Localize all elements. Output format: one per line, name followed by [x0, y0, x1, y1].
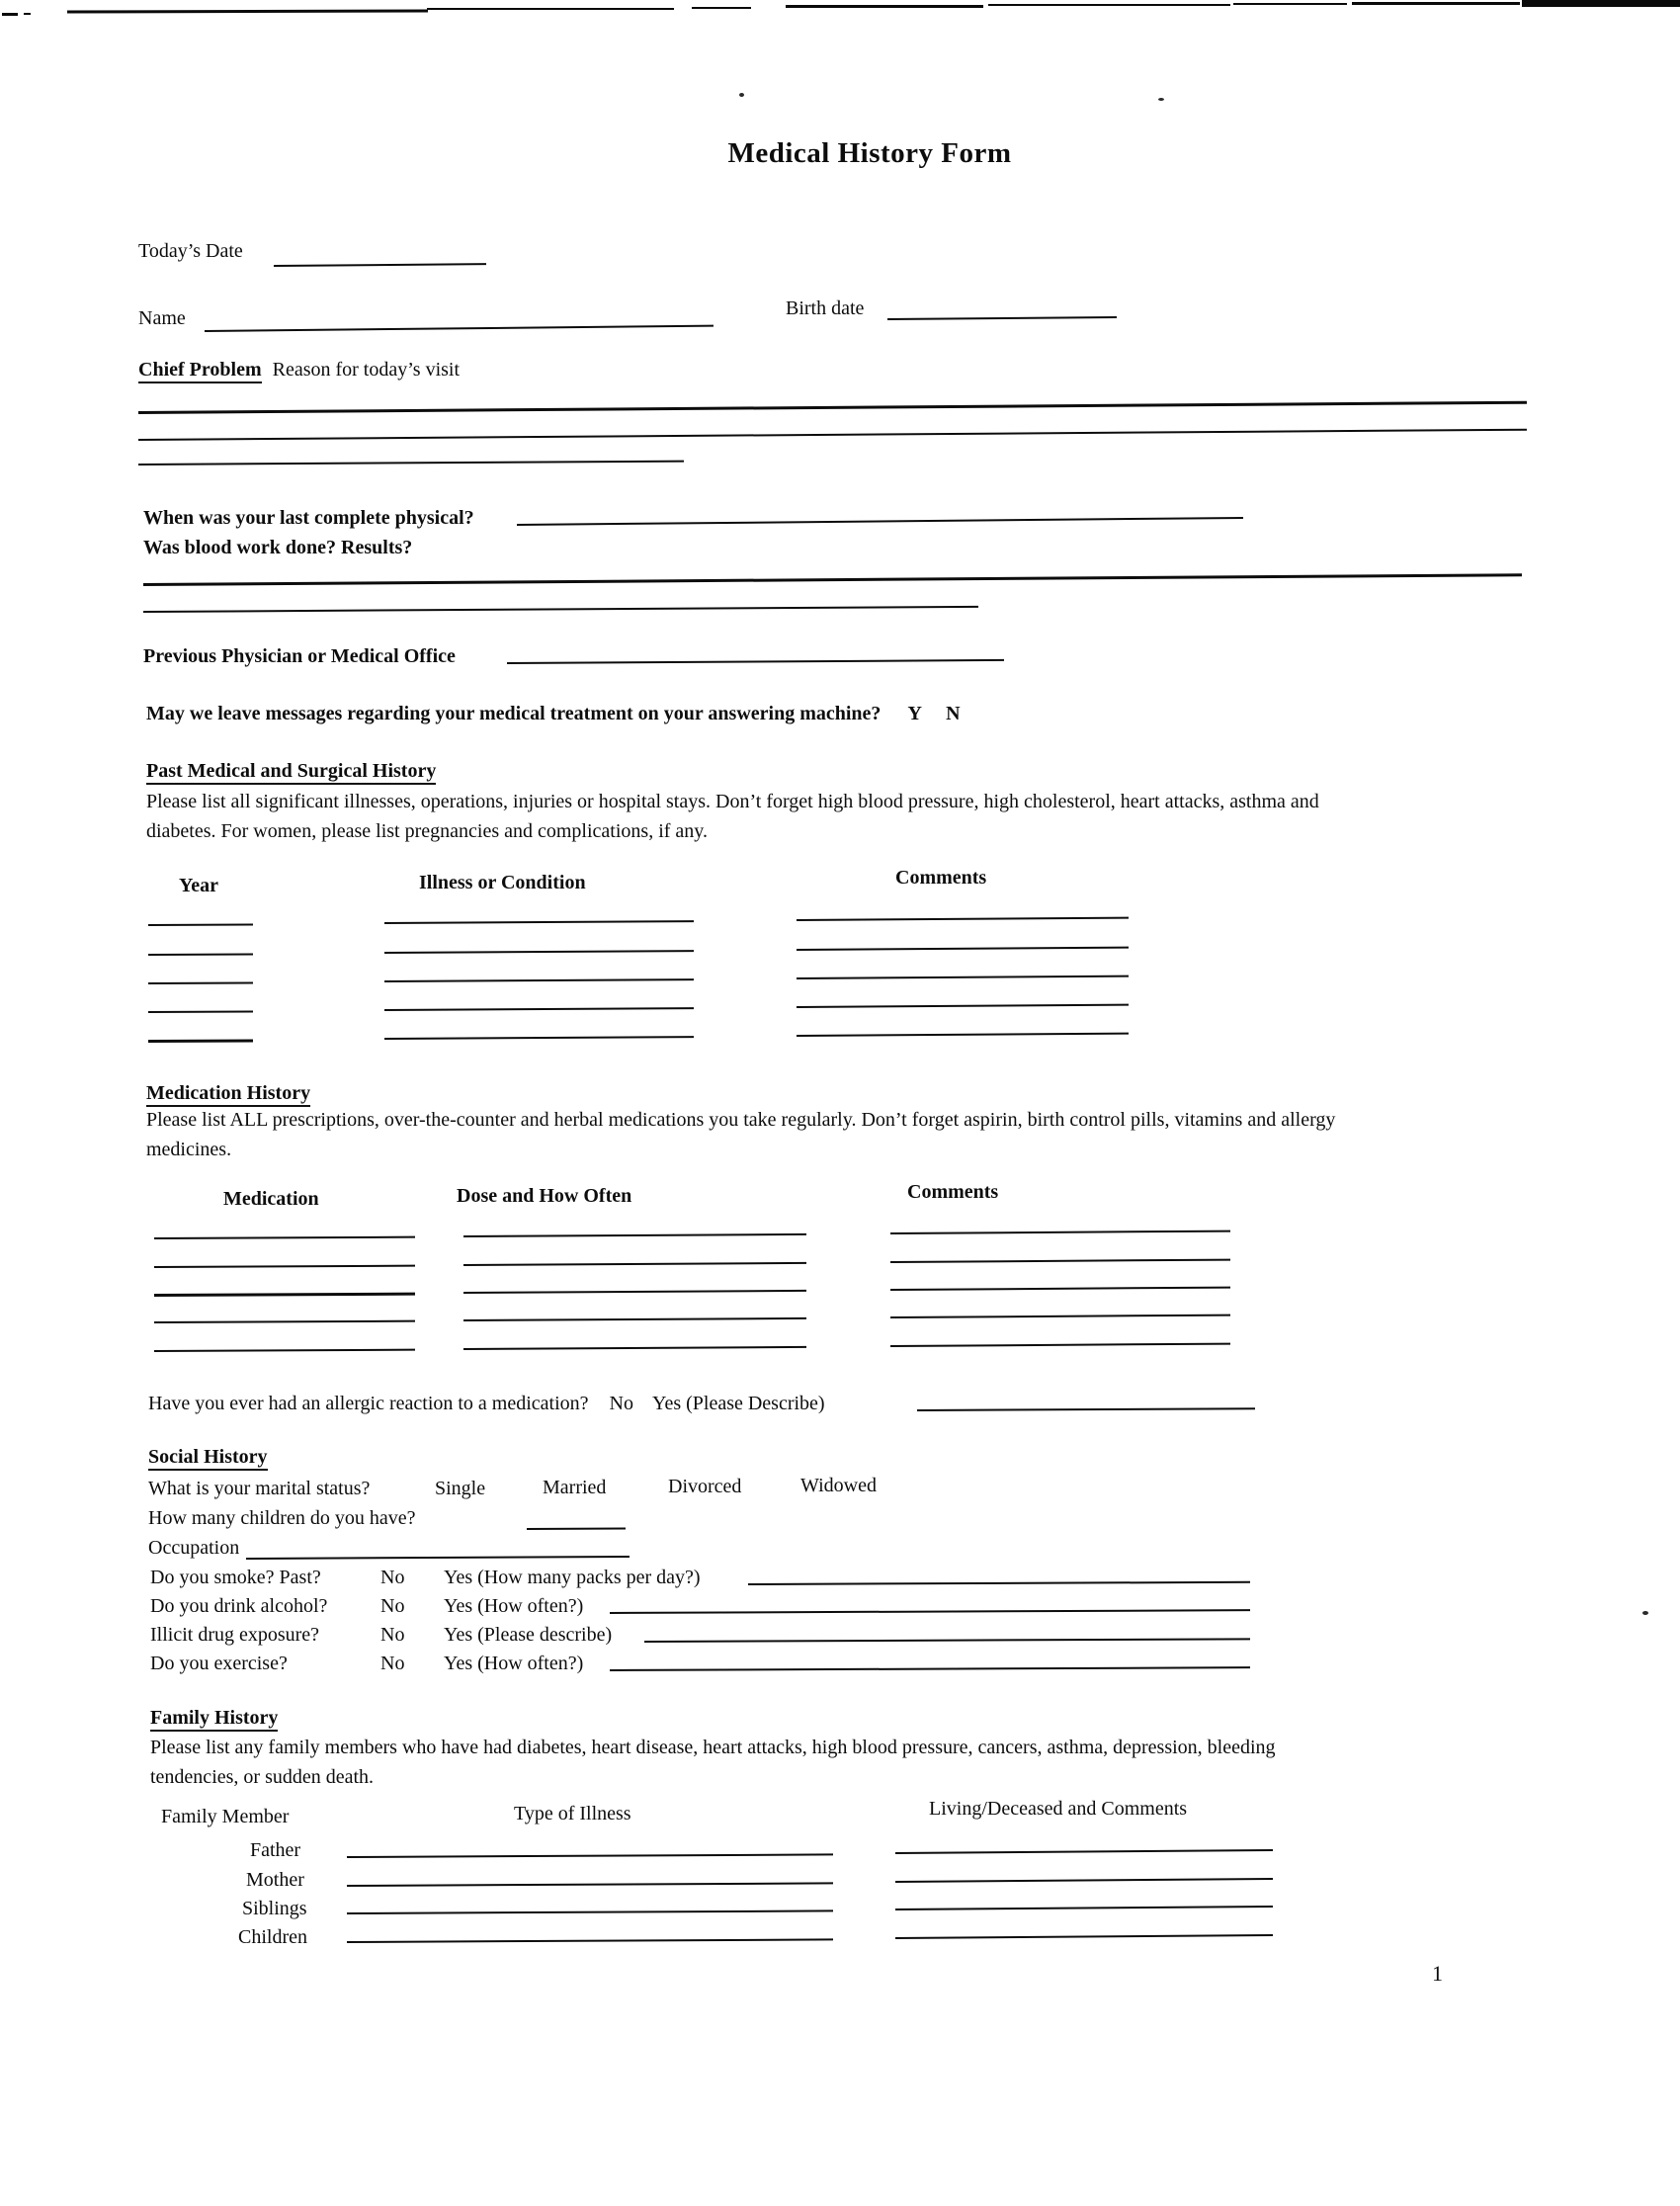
- birth-date-label: Birth date: [786, 297, 865, 319]
- past-row1-illness-line[interactable]: [384, 920, 694, 924]
- scan-artifact-dot: [1642, 1611, 1648, 1615]
- marital-option-single[interactable]: Single: [435, 1478, 486, 1499]
- scan-artifact-line: [2, 13, 18, 16]
- chief-problem-line-3[interactable]: [138, 461, 684, 466]
- exercise-question: Do you exercise?: [150, 1653, 288, 1674]
- smoke-question: Do you smoke? Past?: [150, 1567, 321, 1588]
- med-row5-medication-line[interactable]: [154, 1349, 415, 1352]
- family-col-living: Living/Deceased and Comments: [929, 1798, 1188, 1820]
- alcohol-line[interactable]: [610, 1609, 1250, 1614]
- medication-heading-text: Medication History: [146, 1082, 310, 1107]
- drug-option-no[interactable]: No: [380, 1624, 405, 1646]
- past-medical-desc-1: Please list all significant illnesses, operations, injuries or hospital stays. Don’t forget high blood pressure, high cholesterol, heart attacks, asthma and: [146, 791, 1319, 812]
- chief-problem-line-2[interactable]: [138, 429, 1527, 441]
- messages-option-no[interactable]: N: [946, 703, 961, 724]
- med-row2-medication-line[interactable]: [154, 1265, 415, 1268]
- med-row1-comments-line[interactable]: [890, 1230, 1230, 1234]
- family-heading-text: Family History: [150, 1707, 278, 1732]
- past-row2-illness-line[interactable]: [384, 950, 694, 954]
- med-row1-dose-line[interactable]: [463, 1233, 806, 1237]
- children-comments-line[interactable]: [895, 1934, 1273, 1939]
- previous-physician-line[interactable]: [507, 659, 1004, 664]
- allergy-option-yes[interactable]: Yes (Please Describe): [652, 1393, 825, 1414]
- med-col-dose: Dose and How Often: [457, 1185, 632, 1207]
- past-row2-year-line[interactable]: [148, 953, 253, 956]
- smoke-option-yes[interactable]: Yes (How many packs per day?): [444, 1567, 701, 1588]
- med-row1-medication-line[interactable]: [154, 1236, 415, 1239]
- med-row3-medication-line[interactable]: [154, 1293, 415, 1297]
- allergy-question: Have you ever had an allergic reaction to a medication?: [148, 1393, 589, 1414]
- past-medical-heading-text: Past Medical and Surgical History: [146, 760, 436, 785]
- past-row1-comments-line[interactable]: [797, 917, 1129, 921]
- alcohol-option-no[interactable]: No: [380, 1595, 405, 1617]
- chief-problem-rest: Reason for today’s visit: [272, 359, 461, 381]
- exercise-option-no[interactable]: No: [380, 1653, 405, 1674]
- alcohol-option-yes[interactable]: Yes (How often?): [444, 1595, 584, 1617]
- scan-artifact-dot: [1158, 98, 1164, 101]
- past-col-illness: Illness or Condition: [419, 872, 586, 893]
- scan-artifact-line: [786, 5, 983, 8]
- children-line[interactable]: [527, 1527, 626, 1530]
- scan-artifact-line: [1522, 0, 1680, 7]
- blood-work-line-1[interactable]: [143, 573, 1522, 586]
- scan-artifact-line: [67, 10, 428, 14]
- scan-artifact-line: [692, 7, 751, 9]
- past-row1-year-line[interactable]: [148, 923, 253, 926]
- marital-option-divorced[interactable]: Divorced: [668, 1476, 742, 1497]
- chief-problem-row: [138, 358, 460, 382]
- chief-problem-line-1[interactable]: [138, 401, 1527, 414]
- scan-artifact-line: [24, 13, 31, 15]
- children-illness-line[interactable]: [347, 1938, 833, 1943]
- med-row5-dose-line[interactable]: [463, 1346, 806, 1350]
- past-medical-heading: [146, 759, 436, 783]
- scan-artifact-line: [427, 8, 674, 10]
- past-col-year: Year: [179, 875, 218, 896]
- past-row5-comments-line[interactable]: [797, 1033, 1129, 1037]
- past-row3-illness-line[interactable]: [384, 978, 694, 982]
- family-col-illness: Type of Illness: [514, 1803, 631, 1824]
- med-col-medication: Medication: [223, 1188, 319, 1210]
- drug-option-yes[interactable]: Yes (Please describe): [444, 1624, 613, 1646]
- previous-physician-label: Previous Physician or Medical Office: [143, 645, 456, 667]
- allergy-option-no[interactable]: No: [609, 1393, 633, 1414]
- past-row4-year-line[interactable]: [148, 1010, 253, 1013]
- chief-problem-label: Chief Problem: [138, 359, 262, 383]
- messages-option-yes[interactable]: Y: [907, 703, 922, 724]
- name-label: Name: [138, 307, 186, 329]
- scan-artifact-line: [988, 4, 1230, 6]
- messages-question: May we leave messages regarding your medical treatment on your answering machine?: [146, 703, 882, 724]
- past-row5-illness-line[interactable]: [384, 1036, 694, 1040]
- med-row4-comments-line[interactable]: [890, 1315, 1230, 1318]
- birth-date-line[interactable]: [887, 316, 1117, 320]
- blood-work-line-2[interactable]: [143, 606, 978, 613]
- past-row2-comments-line[interactable]: [797, 947, 1129, 951]
- medication-heading: [146, 1081, 310, 1105]
- drug-line[interactable]: [644, 1638, 1250, 1643]
- occupation-line[interactable]: [246, 1556, 630, 1560]
- last-physical-line[interactable]: [517, 517, 1243, 526]
- med-row4-medication-line[interactable]: [154, 1320, 415, 1323]
- siblings-comments-line[interactable]: [895, 1906, 1273, 1910]
- past-row3-year-line[interactable]: [148, 981, 253, 984]
- page-title: Medical History Form: [727, 137, 1012, 169]
- occupation-label: Occupation: [148, 1537, 240, 1559]
- past-row5-year-line[interactable]: [148, 1039, 253, 1043]
- family-desc-2: tendencies, or sudden death.: [150, 1766, 375, 1788]
- messages-question-row: [146, 702, 961, 725]
- med-row2-comments-line[interactable]: [890, 1259, 1230, 1263]
- page-number: 1: [1432, 1961, 1443, 1986]
- exercise-option-yes[interactable]: Yes (How often?): [444, 1653, 584, 1674]
- marital-question: What is your marital status?: [148, 1478, 371, 1499]
- family-desc-1: Please list any family members who have had diabetes, heart disease, heart attacks, high blood pressure, cancers, asthma, depression, bleeding: [150, 1737, 1276, 1758]
- allergy-describe-line[interactable]: [917, 1407, 1255, 1411]
- medication-desc-1: Please list ALL prescriptions, over-the-counter and herbal medications you take regularly. Don’t forget aspirin, birth control pills, vitamins and allergy: [146, 1109, 1336, 1131]
- smoke-option-no[interactable]: No: [380, 1567, 405, 1588]
- past-row3-comments-line[interactable]: [797, 976, 1129, 979]
- blood-work-label: Was blood work done? Results?: [143, 537, 413, 558]
- drug-question: Illicit drug exposure?: [150, 1624, 320, 1646]
- past-medical-desc-2: diabetes. For women, please list pregnancies and complications, if any.: [146, 820, 708, 842]
- med-col-comments: Comments: [907, 1181, 999, 1203]
- med-row2-dose-line[interactable]: [463, 1262, 806, 1266]
- social-heading-text: Social History: [148, 1446, 268, 1471]
- marital-option-married[interactable]: Married: [543, 1477, 607, 1498]
- children-question: How many children do you have?: [148, 1507, 416, 1529]
- past-row4-comments-line[interactable]: [797, 1004, 1129, 1008]
- med-row4-dose-line[interactable]: [463, 1317, 806, 1321]
- scan-artifact-line: [1352, 2, 1520, 5]
- med-row3-comments-line[interactable]: [890, 1287, 1230, 1291]
- family-member-siblings: Siblings: [242, 1898, 307, 1919]
- father-comments-line[interactable]: [895, 1849, 1273, 1854]
- family-member-children: Children: [238, 1926, 307, 1948]
- past-col-comments: Comments: [895, 867, 987, 889]
- family-member-mother: Mother: [246, 1869, 304, 1891]
- todays-date-line[interactable]: [274, 263, 486, 267]
- scan-artifact-line: [1233, 3, 1347, 5]
- smoke-line[interactable]: [748, 1581, 1250, 1585]
- father-illness-line[interactable]: [347, 1853, 833, 1858]
- siblings-illness-line[interactable]: [347, 1909, 833, 1914]
- past-row4-illness-line[interactable]: [384, 1007, 694, 1011]
- alcohol-question: Do you drink alcohol?: [150, 1595, 328, 1617]
- last-physical-label: When was your last complete physical?: [143, 507, 474, 529]
- scan-artifact-dot: [739, 93, 744, 97]
- name-line[interactable]: [205, 325, 714, 332]
- family-member-father: Father: [250, 1839, 301, 1861]
- mother-illness-line[interactable]: [347, 1882, 833, 1887]
- med-row3-dose-line[interactable]: [463, 1290, 806, 1294]
- med-row5-comments-line[interactable]: [890, 1343, 1230, 1347]
- mother-comments-line[interactable]: [895, 1878, 1273, 1883]
- exercise-line[interactable]: [610, 1666, 1250, 1671]
- family-col-member: Family Member: [161, 1806, 290, 1827]
- todays-date-label: Today’s Date: [138, 240, 243, 262]
- allergy-question-row: [148, 1392, 825, 1415]
- family-heading: [150, 1706, 278, 1730]
- marital-option-widowed[interactable]: Widowed: [800, 1475, 877, 1496]
- medication-desc-2: medicines.: [146, 1139, 232, 1160]
- social-heading: [148, 1445, 268, 1469]
